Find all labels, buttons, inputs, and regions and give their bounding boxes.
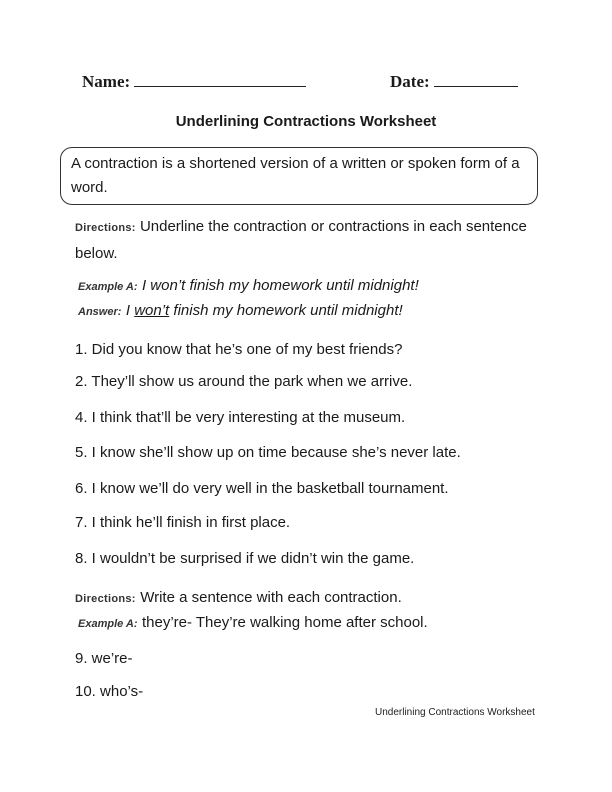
answer-row	[78, 302, 403, 320]
answer-text	[126, 302, 403, 319]
name-field	[82, 72, 306, 92]
example-label: Example A:	[78, 618, 138, 630]
list-item: 4. I think that’ll be very interesting at the museum.	[75, 409, 406, 426]
directions-text: Write a sentence with each contraction.	[140, 589, 402, 606]
directions-2	[75, 585, 402, 610]
directions-text: Underline the contraction or contractions in each sentence below.	[75, 218, 527, 262]
directions-1	[75, 214, 545, 266]
example-text: they’re- They’re walking home after school.	[141, 614, 428, 631]
directions-label: Directions:	[75, 593, 136, 605]
date-label: Date:	[390, 72, 430, 91]
write-item: 10. who’s-	[75, 683, 144, 700]
example-label: Example A:	[78, 281, 138, 293]
example-text: I won’t finish my homework until midnight!	[141, 277, 419, 294]
directions-label: Directions:	[75, 222, 136, 234]
list-item: 2. They’ll show us around the park when we arrive.	[75, 373, 413, 390]
definition-box: A contraction is a shortened version of a written or spoken form of a word.	[60, 147, 538, 205]
answer-after: finish my homework until midnight!	[169, 302, 403, 319]
name-blank[interactable]	[134, 72, 306, 87]
example-a-2	[78, 610, 428, 635]
answer-label: Answer:	[78, 306, 122, 318]
page-title: Underlining Contractions Worksheet	[175, 113, 437, 130]
list-item: 1. Did you know that he’s one of my best friends?	[75, 341, 403, 358]
list-item: 5. I know she’ll show up on time because she’s never late.	[75, 444, 461, 461]
answer-before: I	[125, 302, 135, 319]
example-a-1	[78, 277, 419, 295]
date-blank[interactable]	[434, 72, 518, 87]
write-item: 9. we’re-	[75, 650, 133, 667]
answer-underlined-word: won’t	[134, 302, 170, 319]
list-item: 6. I know we’ll do very well in the basketball tournament.	[75, 480, 449, 497]
date-field	[390, 72, 518, 92]
footer-text: Underlining Contractions Worksheet	[375, 707, 535, 718]
list-item: 7. I think he’ll finish in first place.	[75, 514, 291, 531]
list-item: 8. I wouldn’t be surprised if we didn’t win the game.	[75, 550, 415, 567]
name-label: Name:	[82, 72, 131, 91]
